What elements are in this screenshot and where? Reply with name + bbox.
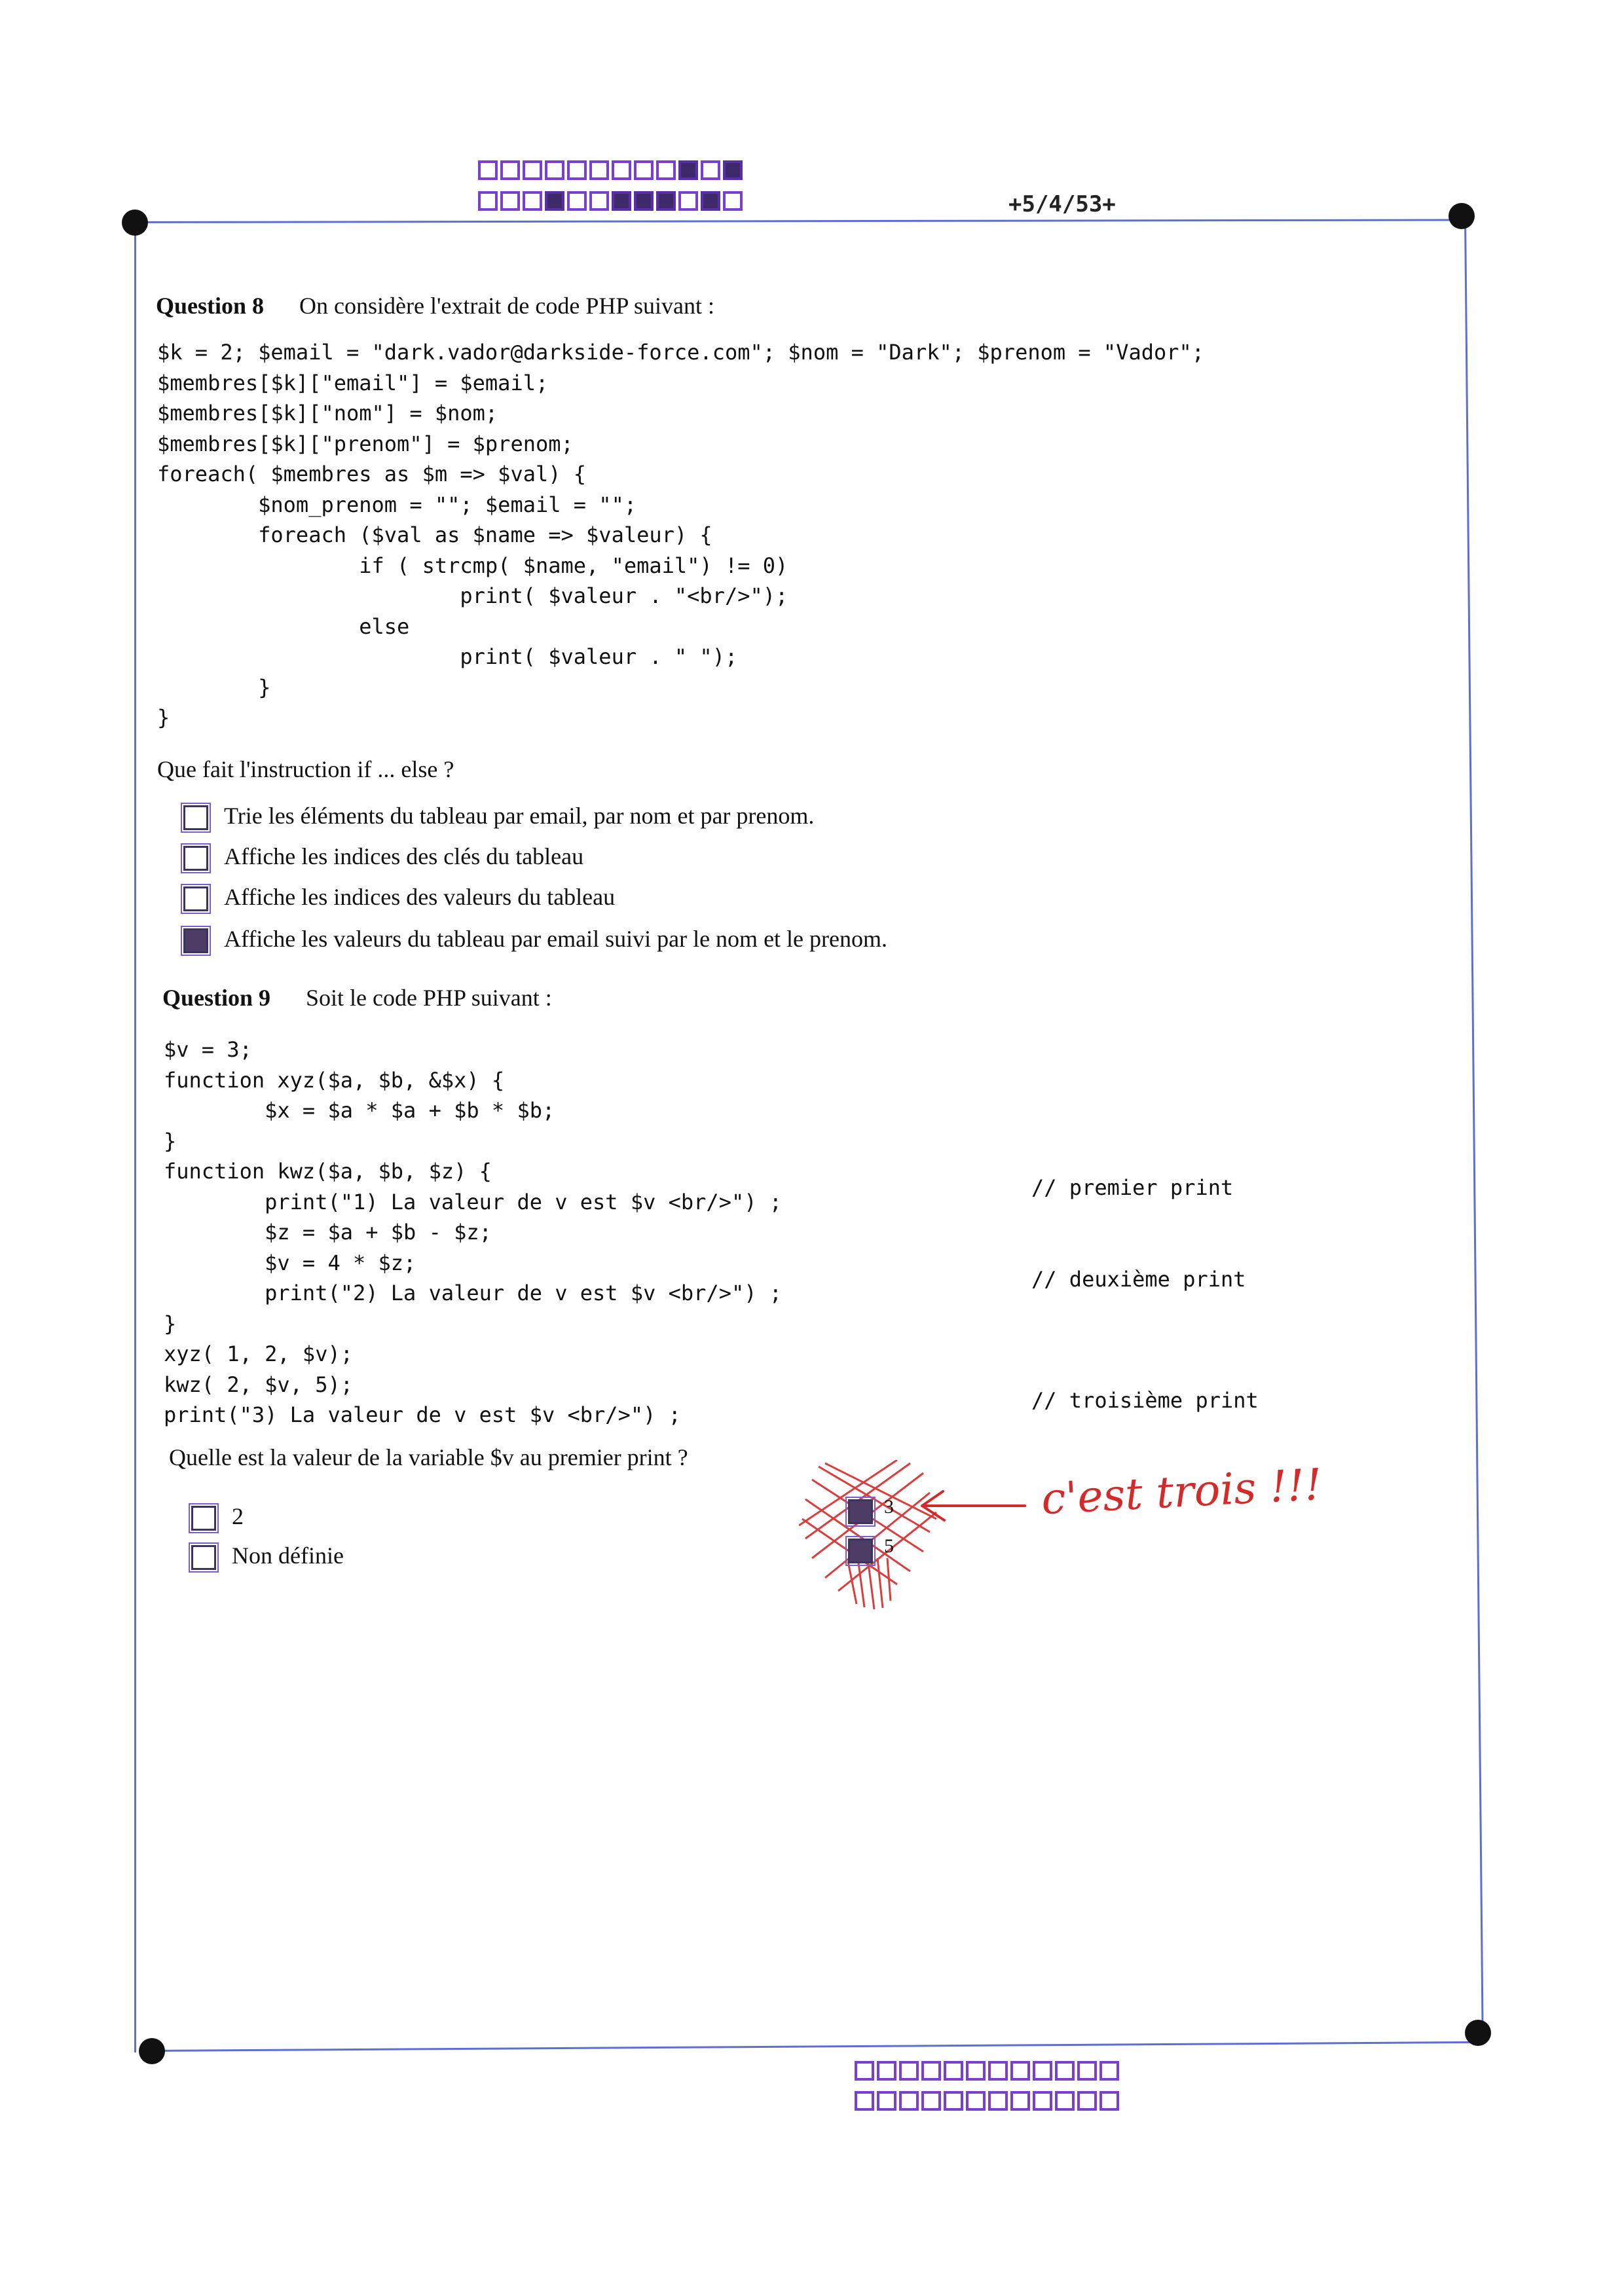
barcode-cell xyxy=(899,2061,919,2081)
comment-deuxieme-print: // deuxième print xyxy=(1031,1267,1246,1292)
barcode-cell xyxy=(478,160,498,180)
question-9-header xyxy=(162,984,552,1011)
barcode-cell xyxy=(966,2061,986,2081)
barcode-cell xyxy=(545,160,564,180)
red-arrow-icon xyxy=(910,1486,1028,1525)
barcode-cell xyxy=(500,160,520,180)
q8-option-1-label: Trie les éléments du tableau par email, par nom et par prenom. xyxy=(224,803,815,829)
barcode-cell xyxy=(1055,2091,1075,2111)
barcode-cell xyxy=(612,191,631,211)
corner-dot-bottom-right xyxy=(1465,2020,1491,2046)
barcode-cell xyxy=(589,191,609,211)
barcode-cell xyxy=(723,160,743,180)
barcode-cell xyxy=(988,2061,1008,2081)
handwritten-note: c'est trois !!! xyxy=(1040,1459,1323,1525)
barcode-cell xyxy=(855,2061,874,2081)
barcode-cell xyxy=(545,191,564,211)
page-code: +5/4/53+ xyxy=(1008,191,1116,217)
barcode-cell xyxy=(944,2061,963,2081)
barcode-cell xyxy=(567,191,587,211)
q9-option-5-label: 5 xyxy=(884,1535,894,1557)
q8-option-2-checkbox[interactable] xyxy=(183,846,208,871)
barcode-cell xyxy=(678,160,698,180)
q8-option-3-checkbox[interactable] xyxy=(183,886,208,911)
question-9-prompt: Quelle est la valeur de la variable $v au premier print ? xyxy=(169,1444,688,1470)
question-8-label: Question 8 xyxy=(156,293,265,319)
barcode-cell xyxy=(701,191,720,211)
barcode-cell xyxy=(634,160,654,180)
barcode-cell xyxy=(1010,2091,1030,2111)
barcode-cell xyxy=(523,160,542,180)
frame-bottom-line xyxy=(152,2041,1477,2052)
q9-option-non-definie-checkbox[interactable] xyxy=(191,1545,216,1570)
barcode-cell xyxy=(478,191,498,211)
barcode-cell xyxy=(966,2091,986,2111)
question-9-intro: Soit le code PHP suivant : xyxy=(306,985,552,1011)
top-barcode-row-1 xyxy=(478,160,743,180)
bottom-barcode-row-2 xyxy=(855,2091,1119,2111)
q8-option-1-checkbox[interactable] xyxy=(183,805,208,830)
barcode-cell xyxy=(988,2091,1008,2111)
q9-option-2-checkbox[interactable] xyxy=(191,1506,216,1531)
q9-option-2-label: 2 xyxy=(232,1503,244,1529)
bottom-barcode-row-1 xyxy=(855,2061,1119,2081)
red-crosshatch-mark xyxy=(799,1460,943,1611)
barcode-cell xyxy=(1033,2061,1052,2081)
barcode-cell xyxy=(523,191,542,211)
question-8-code: $k = 2; $email = "dark.vador@darkside-force.com"; $nom = "Dark"; $prenom = "Vador"; $membres[$k]["email"] = $email; $membres[$k]["nom"] = $nom; $membres[$k]["prenom"] = $prenom; foreach( $membres as $m => $val) { $nom_prenom = ""; $email = ""; foreach ($val as $name => $valeur) { if ( strcmp( $name, "email") != 0) print( $valeur . "<br/>"); else print( $valeur . " "); } } xyxy=(157,340,1205,730)
q8-option-4-label: Affiche les valeurs du tableau par email suivi par le nom et le prenom. xyxy=(224,926,887,952)
q8-option-2-label: Affiche les indices des clés du tableau xyxy=(224,843,584,869)
barcode-cell xyxy=(921,2061,941,2081)
barcode-cell xyxy=(1033,2091,1052,2111)
comment-premier-print: // premier print xyxy=(1031,1175,1234,1200)
barcode-cell xyxy=(877,2091,896,2111)
corner-dot-top-left xyxy=(122,210,148,236)
q9-option-non-definie-label: Non définie xyxy=(232,1542,344,1569)
frame-right-line xyxy=(1464,216,1484,2033)
barcode-cell xyxy=(701,160,720,180)
barcode-cell xyxy=(877,2061,896,2081)
barcode-cell xyxy=(612,160,631,180)
corner-dot-bottom-left xyxy=(139,2038,165,2064)
barcode-cell xyxy=(899,2091,919,2111)
barcode-cell xyxy=(589,160,609,180)
barcode-cell xyxy=(1099,2061,1119,2081)
frame-top-line xyxy=(136,219,1465,223)
q9-option-3-label: 3 xyxy=(884,1496,894,1518)
barcode-cell xyxy=(634,191,654,211)
barcode-cell xyxy=(567,160,587,180)
top-barcode-row-2 xyxy=(478,191,743,211)
comment-troisieme-print: // troisième print xyxy=(1031,1388,1259,1413)
question-9-label: Question 9 xyxy=(162,985,271,1011)
barcode-cell xyxy=(1077,2091,1097,2111)
q9-option-5-checkbox[interactable] xyxy=(848,1539,873,1563)
q8-option-3-label: Affiche les indices des valeurs du tableau xyxy=(224,884,616,910)
q9-option-3-checkbox[interactable] xyxy=(848,1499,873,1524)
barcode-cell xyxy=(1010,2061,1030,2081)
question-8-header xyxy=(156,292,714,319)
barcode-cell xyxy=(1099,2091,1119,2111)
barcode-cell xyxy=(921,2091,941,2111)
barcode-cell xyxy=(1055,2061,1075,2081)
barcode-cell xyxy=(855,2091,874,2111)
q8-option-4-checkbox[interactable] xyxy=(183,928,208,953)
barcode-cell xyxy=(723,191,743,211)
barcode-cell xyxy=(656,160,676,180)
corner-dot-top-right xyxy=(1449,203,1475,229)
question-9-code: $v = 3; function xyz($a, $b, &$x) { $x = $a * $a + $b * $b; } function kwz($a, $b, $z) { print("1) La valeur de v est $v <br/>") ; $z = $a + $b - $z; $v = 4 * $z; print("2) La valeur de v est $v <br/>") ; } xyz( 1, 2, $v); kwz( 2, $v, 5); print("3) La valeur de v est $v <br/>") ; xyxy=(164,1037,783,1427)
question-8-intro: On considère l'extrait de code PHP suivant : xyxy=(299,293,715,319)
barcode-cell xyxy=(944,2091,963,2111)
frame-left-line xyxy=(134,221,136,2052)
question-8-prompt: Que fait l'instruction if ... else ? xyxy=(157,756,454,782)
barcode-cell xyxy=(500,191,520,211)
barcode-cell xyxy=(678,191,698,211)
barcode-cell xyxy=(656,191,676,211)
barcode-cell xyxy=(1077,2061,1097,2081)
